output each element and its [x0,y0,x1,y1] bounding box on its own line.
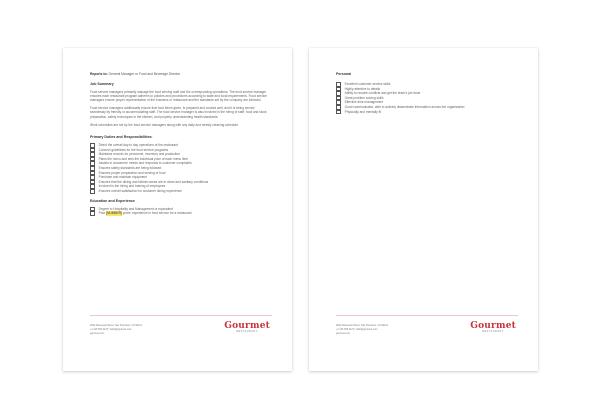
list-item-text: Effective time management [344,100,384,105]
reports-to [90,72,270,77]
duties-heading: Primary Duties and Responsibilities: [90,135,153,140]
page-2-content [336,72,516,114]
logo-wordmark: Gourmet [470,321,516,331]
document-page-2 [309,48,538,371]
duties-list [90,143,270,194]
logo-wordmark: Gourmet [224,321,270,331]
footer-address: 4812 Roosevelt Street, San Francisco, CA 94114 [90,324,142,327]
job-summary-paragraph-2: Food service managers additionally ensure that food items given, is prepared and cooked well, and it is being served seamlessly by friendly or accommodating staff. The food service manager is also involved in the hiring of staff, food and stock preparation, safety techniques in the kitchen, and properly understanding health standards. [90,106,267,119]
logo-subtitle: RESTAURANT [236,331,258,333]
personal-heading: Personal [336,72,352,76]
list-item-text: Connect guidelines for the food service programs [98,147,169,152]
page-1-footer [90,315,272,352]
footer-contact: +1 415 356 2127 | hello@gourmet.com [336,327,378,331]
list-item [90,189,270,194]
page-1-content [90,72,270,216]
checkbox-icon [90,211,95,216]
list-item-text: Excellent customer service skills [344,82,391,87]
list-item-text: Assists in customers' needs and responds to customer complaints [98,161,192,166]
footer-website: gourmet.com [336,331,350,335]
list-item-text: Ensures that the dining and kitchen areas are in clean and sanitary conditions [98,179,209,184]
job-summary-heading: Job Summary [90,81,114,86]
reports-to-label: Reports to: [90,72,108,76]
logo-subtitle: RESTAURANT [482,331,504,333]
footer-address: 4812 Roosevelt Street, San Francisco, CA 94114 [336,324,388,327]
document-page-1 [63,48,292,371]
footer-contact: +1 415 356 2127 | hello@gourmet.com [90,327,132,331]
checkbox-icon [336,110,341,115]
list-item-text: Maintains records for personnel, inventory and production [98,152,180,157]
list-item [90,211,270,216]
list-item-text: Highly attentive to details [344,86,381,91]
education-heading: Education and Experience [90,198,135,203]
list-item-text: Direct the overall day to day operations of the restaurant [98,143,178,148]
list-item-text: Involved in the hiring and training of employees [98,184,166,189]
list-item-text: Great problem solving skills [344,95,384,100]
gourmet-logo [470,322,516,333]
list-item-text: Ensures proper preparation and serving of food [98,170,166,175]
list-item-text: Prior [98,211,106,216]
list-item-text: Ensures overall satisfaction for customer dining experience [98,189,182,194]
list-item-text: Good communicator, able to actively disseminate information across the organization [344,105,465,110]
list-item [336,110,516,115]
list-item-text: Plans the menu and sets the individual price of each menu item [98,156,189,161]
personal-list [336,82,516,114]
footer-website: gourmet.com [90,331,104,335]
job-summary-paragraph-1: Food service managers primarily manage the food serving staff and the corresponding operations. The food service manager ensures each restaurant program adheres to policies and procedures according to state and local requirements. Food service managers ensure proper representation of the business or restaurant and the standards set by the company are followed. [90,89,267,102]
gourmet-logo [224,322,270,333]
list-item-text: years' experience in food service for a restaurant [122,211,192,216]
list-item-text: Physically and mentally fit [344,109,382,114]
list-item-text: Ensures safety standards are being followed [98,166,162,171]
checkbox-icon [90,189,95,194]
list-item-text: Degree in Hospitality and Management or equivalent [98,206,173,211]
list-item-text: Ability to resolve conflicts and get the team's job done [344,91,421,96]
reports-to-value: General Manager or Food and Beverage Director [108,72,181,76]
page-2-footer [336,315,518,352]
list-item-text: Purchase and maintain equipment [98,175,147,180]
placeholder-highlight[interactable]: [NUMBER] [106,211,122,216]
job-summary-paragraph-3: Work schedules are set by the food service managers along with any daily and weekly cleaning schedule. [90,122,239,127]
education-list [90,207,270,216]
